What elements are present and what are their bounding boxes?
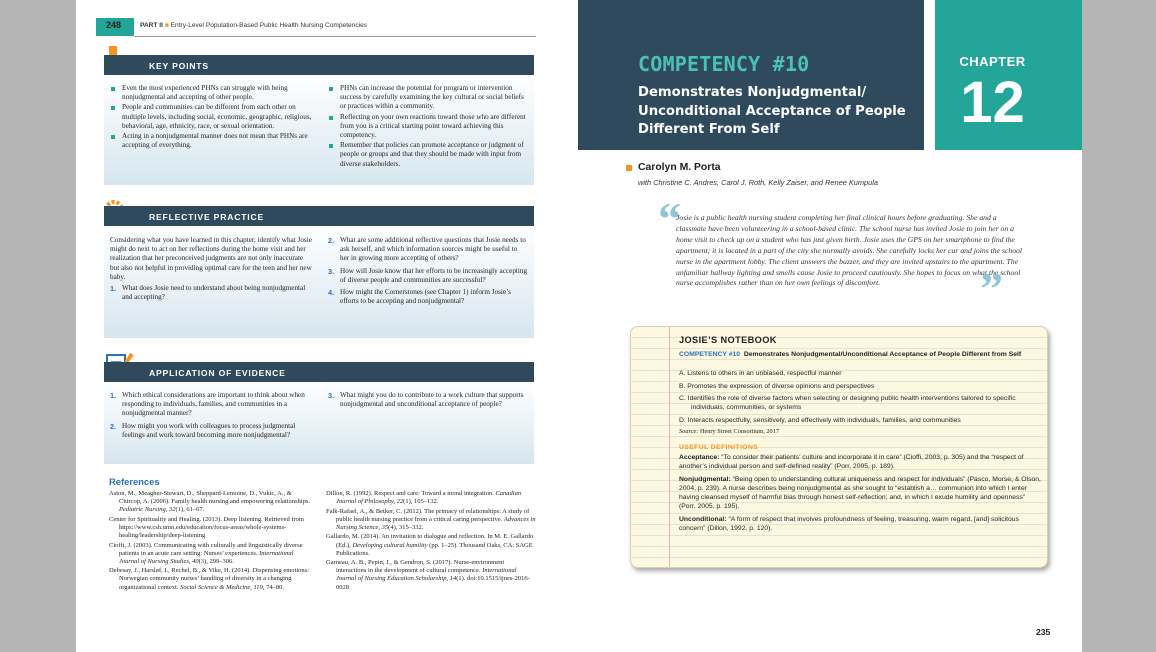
- reference-text: Debesay, J., Harsløf, I., Rechel, B., & Vike, H. (2014). Dispensing emotions: Norwegian community nurses’ handling of diversity in a changing organizational context.: [109, 567, 309, 591]
- reference-entry: [109, 567, 314, 591]
- reference-source: Social Science & Medicine, 119: [180, 583, 263, 591]
- question-number: 4.: [328, 288, 335, 298]
- reference-source: International Journal of Nursing Education Scholarship, 14: [336, 567, 517, 583]
- reference-text: Cioffi, J. (2003). Communicating with culturally and linguistically diverse patients in an acute care setting: Nurses’ experiences.: [109, 541, 303, 557]
- reference-text: Aston, M., Meagher-Stewart, D., Sheppard-Lemoine, D., Vukic, A., & Chircop, A. (2006). Family health nursing and empowering relationships.: [109, 490, 310, 506]
- notebook-item: A. Listens to others in an unbiased, respectful manner: [679, 370, 842, 377]
- key-point: Even the most experienced PHNs can struggle with being nonjudgmental and accepting of other people.: [110, 84, 314, 102]
- reference-text: Gallardo, M. (2014). An invitation to dialogue and reflection. In M. E. Gallardo (Ed.),: [326, 533, 534, 549]
- question-number: 3.: [328, 391, 335, 400]
- question-text: What are some additional reflective questions that Josie needs to ask herself, and which information sources might be useful to her in growing more accepting of others?: [340, 236, 526, 263]
- coauthors: with Christine C. Andres, Carol J. Roth, Kelly Zaiser, and Renee Kumpula: [638, 178, 879, 187]
- key-points-left-column: [110, 84, 314, 151]
- references-title: References: [109, 476, 160, 487]
- reflective-left-column: [110, 236, 314, 305]
- right-page: [578, 0, 1082, 652]
- question-number: 2.: [328, 236, 335, 245]
- reflective-practice-box: [104, 226, 534, 338]
- competency-label: COMPETENCY #10: [638, 52, 810, 76]
- author-marker: [626, 165, 632, 171]
- question-number: 1.: [110, 391, 117, 400]
- definition-text: “A form of respect that involves profoundness of feeling, treasuring, warm regard, [and] solicitous concern” (Dillon, 1992, p. 120).: [679, 516, 1019, 532]
- reference-pages: (3), 299–306.: [198, 557, 234, 565]
- question-text: How will Josie know that her efforts to be increasingly accepting of diverse people and communities are successful?: [340, 266, 528, 284]
- evidence-question: [328, 391, 528, 409]
- reflective-question: [110, 284, 314, 302]
- question-number: 1.: [110, 284, 117, 294]
- reference-pages: (4), 315–332.: [388, 523, 424, 531]
- source-label: Source:: [679, 428, 699, 435]
- notebook-title: JOSIE’S NOTEBOOK: [679, 335, 777, 345]
- chapter-label: CHAPTER: [959, 54, 1026, 69]
- running-head-part: PART II: [140, 22, 163, 29]
- question-text: What does Josie need to understand about being nonjudgmental and accepting?: [122, 284, 306, 302]
- reference-text: Center for Spirituality and Healing. (2013). Deep listening. Retrieved from https://www.csh.umn.edu/education/focus-areas/whole-systems-healing/leadership/deep-listening: [109, 515, 304, 539]
- definition-text: “To consider their patients’ culture and incorporate it in care” (Cioffi, 2003, p. 305) and the “respect of another’s individual person and self-defined reality” (Porr, 2005, p. 189).: [679, 454, 1024, 470]
- reference-pages: (1), 105–132.: [403, 498, 439, 506]
- useful-definitions-heading: USEFUL DEFINITIONS: [679, 444, 759, 451]
- notebook-competency-text: Demonstrates Nonjudgmental/Unconditional Acceptance of People Different from Self: [743, 351, 1022, 358]
- opening-vignette: Josie is a public health nursing student completing her final clinical hours before graduating. She and a classmate have been volunteering in a school-based clinic. The school nurse has invited Josie to join her on a home visit to check up on a student who has just given birth. Josie uses the GPS on her smartphone to find the apartment; it is located in a part of the city she normally avoids. She carefully locks her car and joins the school nurse in the apartment lobby. The client answers the buzzer, and they are invited upstairs to the apartment. The unfamiliar hallway lighting and smells cause Josie to proceed cautiously. She hopes to focus on what the school nurse accomplishes rather than on her own feelings of discomfort.: [676, 213, 1023, 288]
- definition-term: Acceptance:: [679, 454, 720, 461]
- references-right-column: [326, 490, 536, 593]
- key-points-heading: KEY POINTS: [104, 55, 534, 75]
- running-head: [140, 22, 367, 29]
- evidence-question: [110, 422, 314, 440]
- reference-entry: [326, 559, 536, 591]
- reference-pages: (pp. 1–25). Thousand Oaks, CA: SAGE Publications.: [336, 541, 533, 557]
- reference-entry: [326, 533, 536, 557]
- josies-notebook: [630, 326, 1048, 568]
- key-point: Reflecting on your own reactions toward those who are different from you is a critical starting point toward achieving this competency.: [328, 113, 528, 141]
- application-of-evidence-heading: APPLICATION OF EVIDENCE: [104, 362, 534, 382]
- page-number: 235: [1036, 627, 1051, 637]
- left-page: [76, 0, 578, 652]
- references-left-column: [109, 490, 314, 593]
- quote-close-icon: ”: [980, 263, 1003, 314]
- question-text: What might you do to contribute to a work culture that supports nonjudgmental and unconditional acceptance of people?: [340, 391, 524, 409]
- reference-pages: (1). doi:10.1515/ijnes-2016-0028: [336, 575, 530, 591]
- key-point: Acting in a nonjudgmental manner does not mean that PHNs are accepting of everything.: [110, 132, 314, 150]
- reference-entry: [109, 490, 314, 514]
- reflective-question: [328, 288, 528, 306]
- reflective-question: [328, 236, 528, 264]
- reference-source: Pediatric Nursing, 32: [119, 506, 176, 514]
- reference-entry: [326, 508, 536, 532]
- notebook-item: C. Identifies the role of diverse factors when selecting or designing public health interventions tailored to specific individuals, communities, or systems: [679, 395, 1016, 411]
- source-text: Henry Street Consortium, 2017: [699, 428, 779, 435]
- evidence-question: [110, 391, 314, 419]
- reference-entry: [109, 542, 314, 566]
- key-point: People and communities can be different from each other on multiple levels, including social, economic, geographic, religious, behavioral, age, ethnicity, race, or sexual orientation.: [110, 103, 314, 131]
- reflective-question: [328, 267, 528, 285]
- reflective-intro: Considering what you have learned in this chapter, identify what Josie might do next to act on her reflections during the home visit and her realization that her preconceived judgments are not only inaccurate but also not helpful in providing optimal care for the teen and her new baby.: [110, 236, 312, 281]
- reference-text: Garneau, A. B., Pepin, J., & Gendron, S. (2017). Nurse-environment interactions in the development of cultural competence.: [326, 559, 505, 575]
- notebook-item: B. Promotes the expression of diverse opinions and perspectives: [679, 382, 875, 390]
- chapter-number: 12: [960, 70, 1025, 135]
- notebook-item: D. Interacts respectfully, sensitively, and effectively with individuals, families, and communities: [679, 416, 961, 424]
- definition-term: Nonjudgmental:: [679, 476, 731, 483]
- question-text: How might you work with colleagues to process judgmental feelings and work toward becoming more nonjudgmental?: [122, 421, 296, 439]
- reference-pages: (1), 61–67.: [175, 506, 205, 514]
- reference-source: Advances in Nursing Science, 35: [336, 515, 536, 531]
- question-number: 2.: [110, 421, 117, 431]
- notebook-margin-line: [669, 327, 670, 567]
- reference-text: Falk-Rafael, A., & Betker, C. (2012). The primacy of relationships: A study of public health nursing practice from a critical caring perspective.: [326, 507, 530, 523]
- reference-entry: [326, 490, 536, 506]
- chapter-title: Demonstrates Nonjudgmental/ Unconditional Acceptance of People Different From Self: [638, 85, 906, 137]
- definition: [679, 515, 1041, 533]
- author-name: Carolyn M. Porta: [638, 162, 721, 173]
- question-number: 3.: [328, 266, 335, 276]
- reference-entry: [109, 516, 314, 540]
- quote-open-icon: “: [658, 193, 681, 244]
- reference-text: Dillon, R. (1992). Respect and care: Toward a moral integration.: [326, 490, 496, 497]
- notebook-content: [679, 335, 1041, 537]
- question-text: Which ethical considerations are important to think about when responding to individuals, families, and communities in a nonjudgmental manner?: [122, 391, 305, 418]
- evidence-left-column: [110, 391, 314, 443]
- reflective-practice-heading: REFLECTIVE PRACTICE: [104, 206, 534, 226]
- notebook-competency: [679, 350, 1041, 359]
- definition: [679, 475, 1041, 511]
- key-point: Remember that policies can promote acceptance or judgment of people or groups and that they should be made with input from diverse stakeholders.: [328, 141, 528, 169]
- reference-pages: , 74–80.: [262, 583, 284, 591]
- notebook-source: [679, 428, 1041, 435]
- definition-text: “Being open to understanding cultural uniqueness and respect for individuals” (Pasco, Morse, & Olson, 2004, p. 239). A nurse describes being nonjudgmental as she sought to “establish a… communion into which I enter having cleansed myself of harmful bias through honest self-reflection; and, in which I exude humility and openness” (Porr, 2005, p. 195).: [679, 476, 1041, 510]
- running-head-title: Entry-Level Population-Based Public Health Nursing Competencies: [170, 22, 368, 29]
- page-number: 248: [106, 20, 122, 30]
- reference-source: Canadian Journal of Philosophy, 22: [336, 490, 522, 506]
- evidence-right-column: [328, 391, 528, 412]
- key-points-box: [104, 75, 534, 185]
- question-text: How might the Cornerstones (see Chapter 1) inform Josie’s efforts to be accepting and nonjudgmental?: [340, 288, 511, 306]
- reflective-right-column: [328, 236, 528, 309]
- definition: [679, 453, 1041, 471]
- key-point: PHNs can increase the potential for program or intervention success by carefully examining the key cultural or social beliefs or practices within a community.: [328, 84, 528, 112]
- key-points-right-column: [328, 84, 528, 170]
- notebook-competency-code: COMPETENCY #10: [679, 351, 741, 358]
- application-of-evidence-box: [104, 382, 534, 464]
- header-rule: [134, 36, 536, 37]
- reference-source: Developing cultural humility: [352, 541, 428, 549]
- definition-term: Unconditional:: [679, 516, 727, 523]
- running-head-dot: ■: [164, 22, 171, 29]
- reference-source: International Journal of Nursing Studies, 40: [119, 549, 294, 565]
